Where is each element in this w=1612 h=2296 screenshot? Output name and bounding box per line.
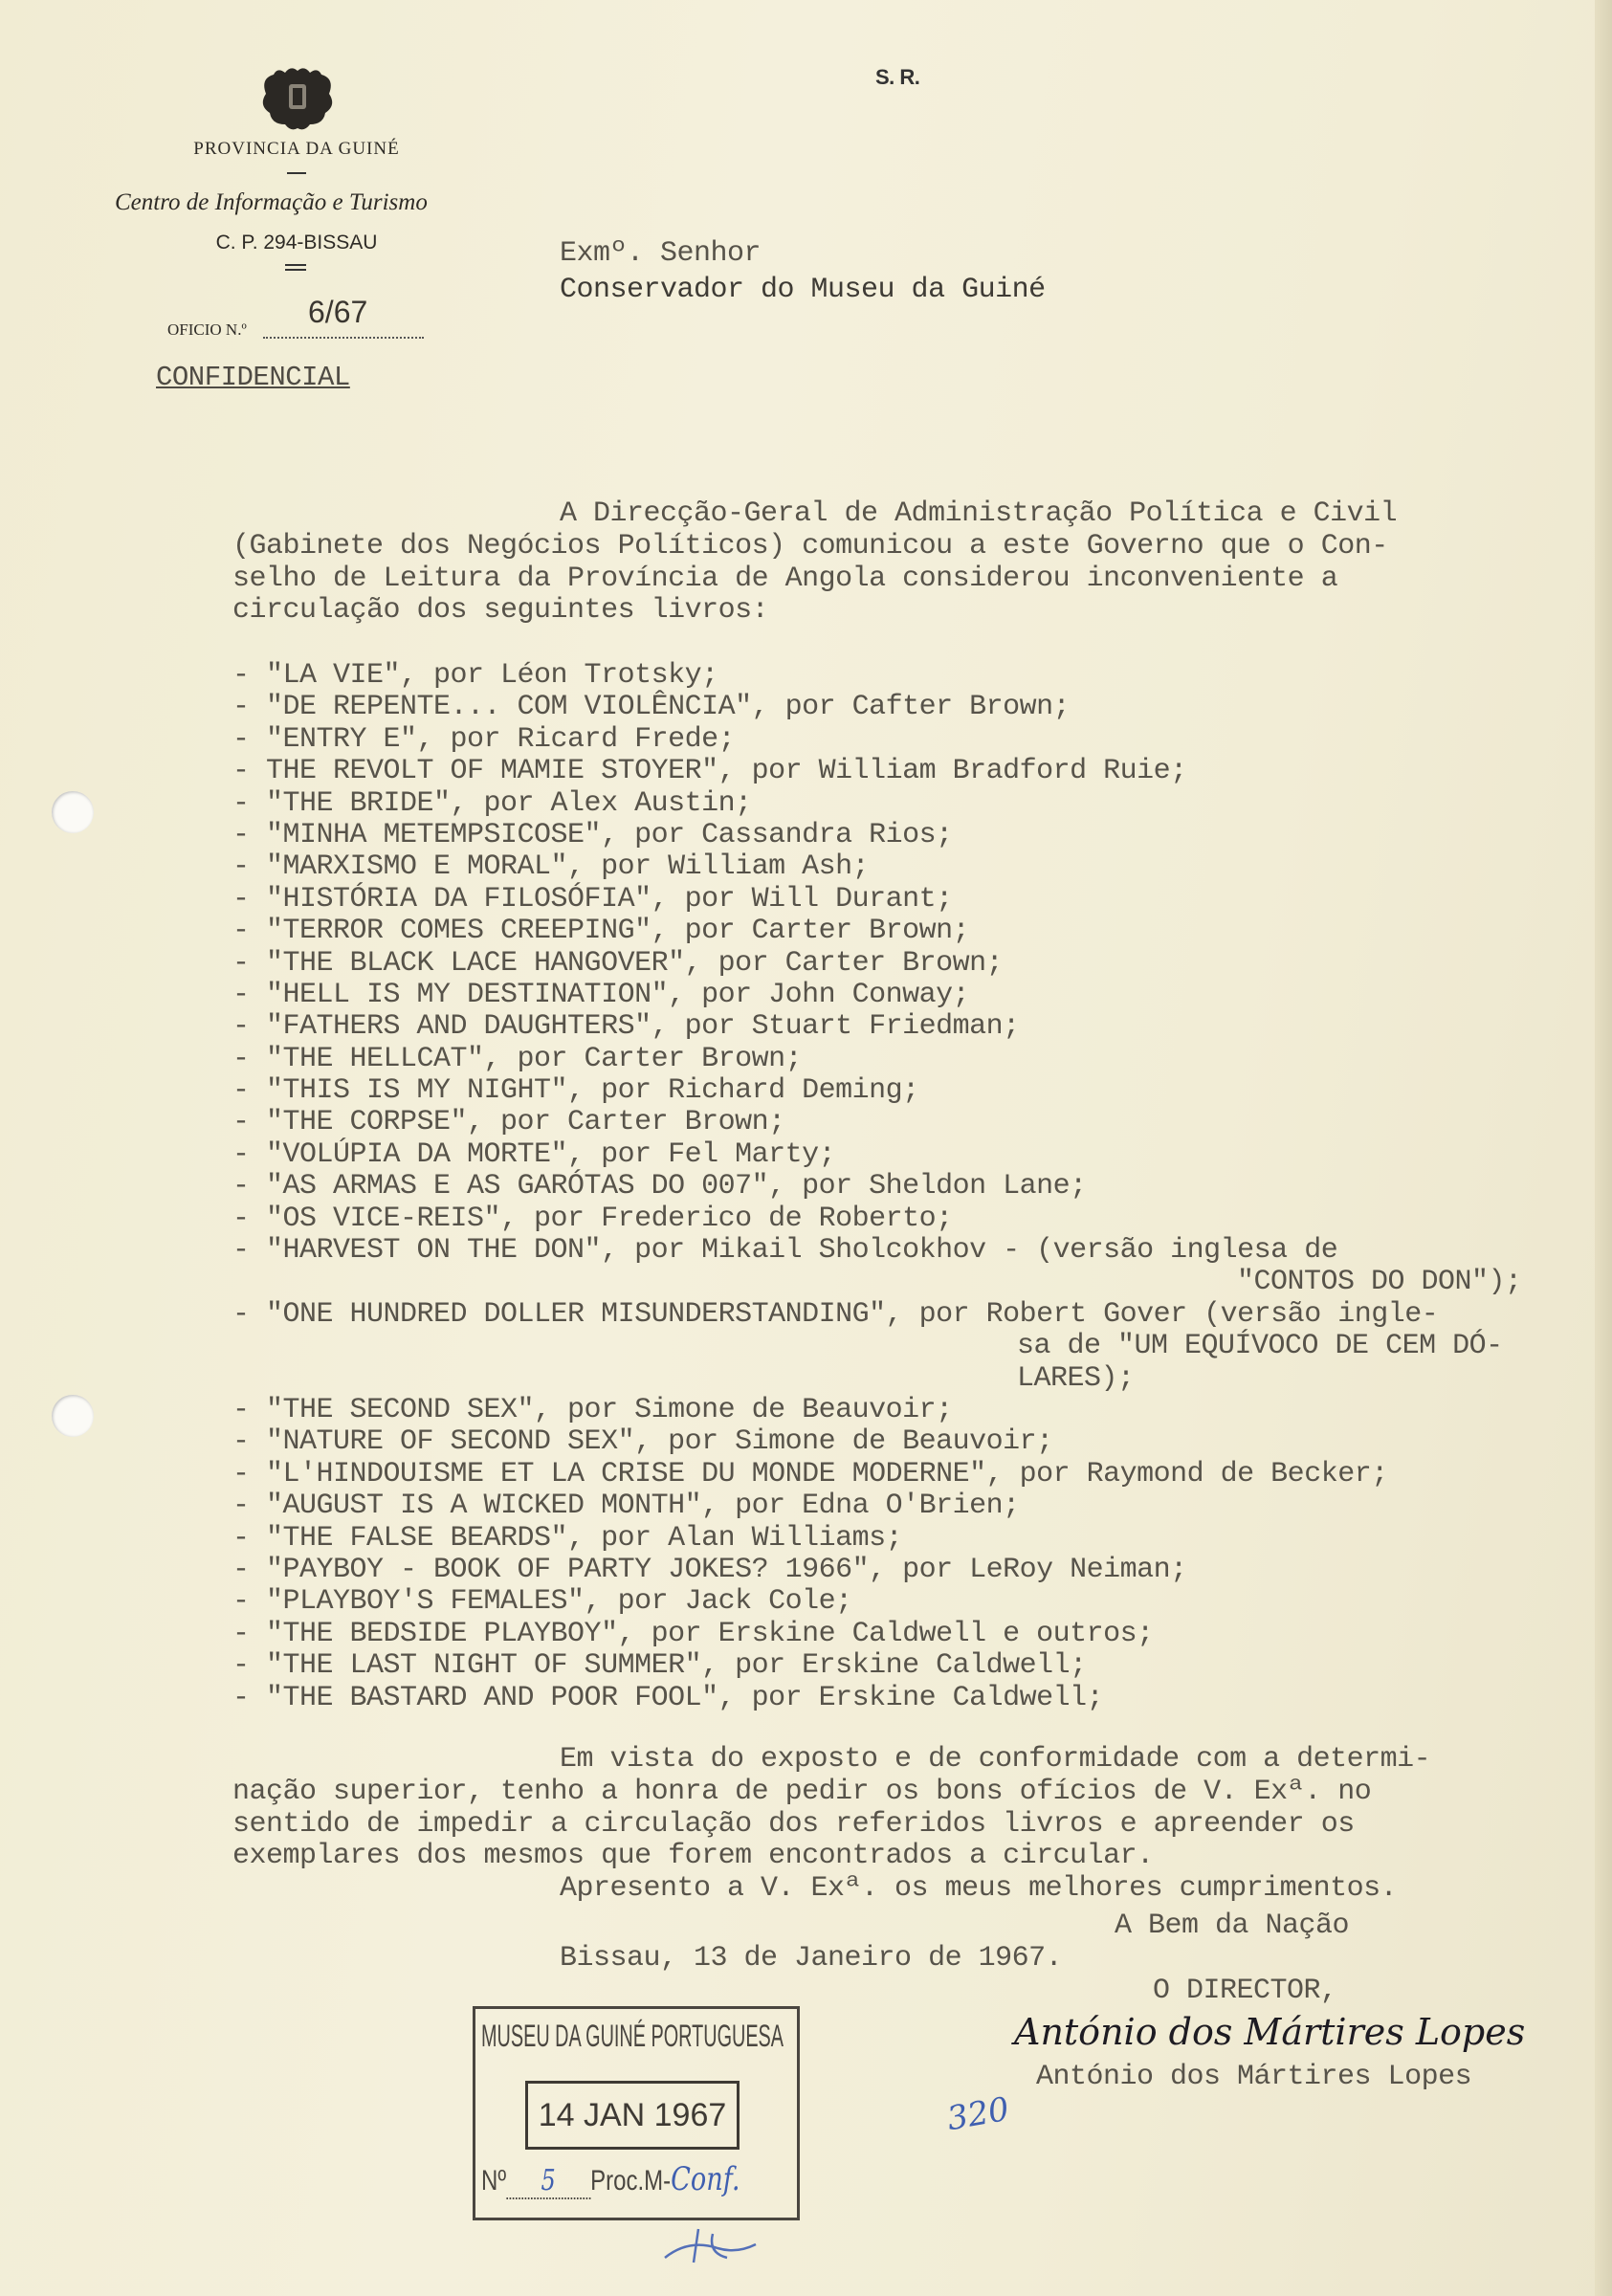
stamp-number-label: Nº xyxy=(481,2165,507,2197)
list-item: - "PLAYBOY'S FEMALES", por Jack Cole; xyxy=(232,1585,852,1619)
confidential-label: CONFIDENCIAL xyxy=(156,362,350,393)
list-item: - "THE LAST NIGHT OF SUMMER", por Erskine Caldwell; xyxy=(232,1649,1087,1683)
paragraph-line: sentido de impedir a circulação dos referidos livros e apreender os xyxy=(232,1807,1355,1841)
oficio-number: 6/67 xyxy=(308,295,368,329)
coat-of-arms-icon xyxy=(256,65,339,134)
list-item: - "THE BASTARD AND POOR FOOL", por Erskine Caldwell; xyxy=(232,1681,1104,1714)
list-item: - "THE CORPSE", por Carter Brown; xyxy=(232,1106,785,1139)
list-item-continuation: LARES); xyxy=(1017,1361,1135,1395)
signatory-role: O DIRECTOR, xyxy=(1153,1975,1337,2007)
oficio-label: OFICIO N.º xyxy=(167,320,247,339)
stamp-number: 5 xyxy=(506,2164,590,2199)
motto: A Bem da Nação xyxy=(1115,1910,1350,1942)
list-item: - "FATHERS AND DAUGHTERS", por Stuart Friedman; xyxy=(232,1010,1020,1044)
list-item: - "HELL IS MY DESTINATION", por John Conway; xyxy=(232,978,970,1011)
closing-paragraph xyxy=(232,1744,1430,1906)
list-item-continuation: sa de "UM EQUÍVOCO DE CEM DÓ- xyxy=(1017,1330,1503,1363)
stamp-date: 14 JAN 1967 xyxy=(525,2081,740,2150)
oficio-dotted-line xyxy=(263,337,424,339)
paragraph-line: selho de Leitura da Província de Angola considerou inconveniente a xyxy=(232,562,1338,595)
paragraph-line: exemplares dos mesmos que forem encontrados a circular. xyxy=(232,1840,1154,1873)
list-item-continuation: "CONTOS DO DON"); xyxy=(1237,1266,1522,1299)
list-item: - "ONE HUNDRED DOLLER MISUNDERSTANDING", por Robert Gover (versão ingle- xyxy=(232,1297,1439,1331)
punch-hole xyxy=(52,791,94,833)
list-item: - "THE BEDSIDE PLAYBOY", por Erskine Caldwell e outros; xyxy=(232,1617,1154,1650)
blue-initials-mark xyxy=(660,2219,765,2267)
list-item: - "VOLÚPIA DA MORTE", por Fel Marty; xyxy=(232,1137,836,1171)
handwritten-annotation: 320 xyxy=(944,2089,1012,2139)
list-item: - "THE HELLCAT", por Carter Brown; xyxy=(232,1042,803,1075)
list-item: - "MARXISMO E MORAL", por William Ash; xyxy=(232,850,870,884)
list-item: - "ENTRY E", por Ricard Frede; xyxy=(232,722,736,756)
list-item: - "AS ARMAS E AS GARÓTAS DO 007", por Sheldon Lane; xyxy=(232,1170,1087,1203)
paragraph-line: Apresento a V. Exª. os meus melhores cumprimentos. xyxy=(560,1872,1398,1906)
list-item: - "THIS IS MY NIGHT", por Richard Deming; xyxy=(232,1074,919,1108)
list-item: - "LA VIE", por Léon Trotsky; xyxy=(232,659,718,692)
stamp-proc-label: Proc.M- xyxy=(590,2165,672,2197)
recipient-title: Conservador do Museu da Guiné xyxy=(560,274,1046,306)
stamp-title: MUSEU DA GUINÉ PORTUGUESA xyxy=(481,2019,784,2053)
intro-paragraph xyxy=(232,498,1397,628)
paragraph-line: A Direcção-Geral de Administração Política e Civil xyxy=(560,497,1398,530)
date-line: Bissau, 13 de Janeiro de 1967. xyxy=(560,1942,1063,1975)
list-item: - "AUGUST IS A WICKED MONTH", por Edna O'Brien; xyxy=(232,1490,1020,1523)
paragraph-line: nação superior, tenho a honra de pedir os bons ofícios de V. Exª. no xyxy=(232,1775,1372,1808)
signatory-name: António dos Mártires Lopes xyxy=(1036,2061,1472,2093)
punch-hole xyxy=(52,1395,94,1437)
list-item: - "THE BRIDE", por Alex Austin; xyxy=(232,786,752,820)
list-item: - "HISTÓRIA DA FILOSÓFIA", por Will Durant; xyxy=(232,882,953,916)
classification-mark: S. R. xyxy=(875,65,920,89)
list-item: - "THE FALSE BEARDS", por Alan Williams; xyxy=(232,1521,903,1555)
office-address: C. P. 294-BISSAU xyxy=(215,232,378,254)
museum-received-stamp xyxy=(473,2006,800,2220)
list-item: - "NATURE OF SECOND SEX", por Simone de Beauvoir; xyxy=(232,1425,1053,1459)
divider xyxy=(285,264,306,271)
list-item: - "DE REPENTE... COM VIOLÊNCIA", por Cafter Brown; xyxy=(232,691,1071,724)
stamp-proc-value: Conf. xyxy=(671,2160,740,2198)
paper-edge xyxy=(1595,0,1612,2296)
province-name: PROVINCIA DA GUINÉ xyxy=(193,139,400,159)
handwritten-signature: António dos Mártires Lopes xyxy=(1014,2011,1526,2053)
list-item: - "TERROR COMES CREEPING", por Carter Brown; xyxy=(232,915,970,948)
salutation: Exmº. Senhor xyxy=(560,237,762,270)
list-item: - "MINHA METEMPSICOSE", por Cassandra Rios; xyxy=(232,818,953,851)
list-item: - "HARVEST ON THE DON", por Mikail Sholcokhov - (versão inglesa de xyxy=(232,1234,1338,1268)
divider xyxy=(287,172,306,174)
list-item: - "L'HINDOUISME ET LA CRISE DU MONDE MODERNE", por Raymond de Becker; xyxy=(232,1457,1388,1490)
list-item: - "OS VICE-REIS", por Frederico de Roberto; xyxy=(232,1202,953,1235)
paragraph-line: (Gabinete dos Negócios Políticos) comunicou a este Governo que o Con- xyxy=(232,529,1388,563)
paragraph-line: Em vista do exposto e de conformidade com a determi- xyxy=(560,1743,1431,1776)
paragraph-line: circulação dos seguintes livros: xyxy=(232,594,769,628)
office-name: Centro de Informação e Turismo xyxy=(115,189,428,215)
banned-books-list xyxy=(232,660,1522,1714)
list-item: - THE REVOLT OF MAMIE STOYER", por William Bradford Ruie; xyxy=(232,755,1187,788)
list-item: - "PAYBOY - BOOK OF PARTY JOKES? 1966", por LeRoy Neiman; xyxy=(232,1553,1187,1586)
list-item: - "THE SECOND SEX", por Simone de Beauvoir; xyxy=(232,1393,953,1426)
stamp-number-row xyxy=(481,2160,740,2199)
list-item: - "THE BLACK LACE HANGOVER", por Carter Brown; xyxy=(232,946,1004,980)
